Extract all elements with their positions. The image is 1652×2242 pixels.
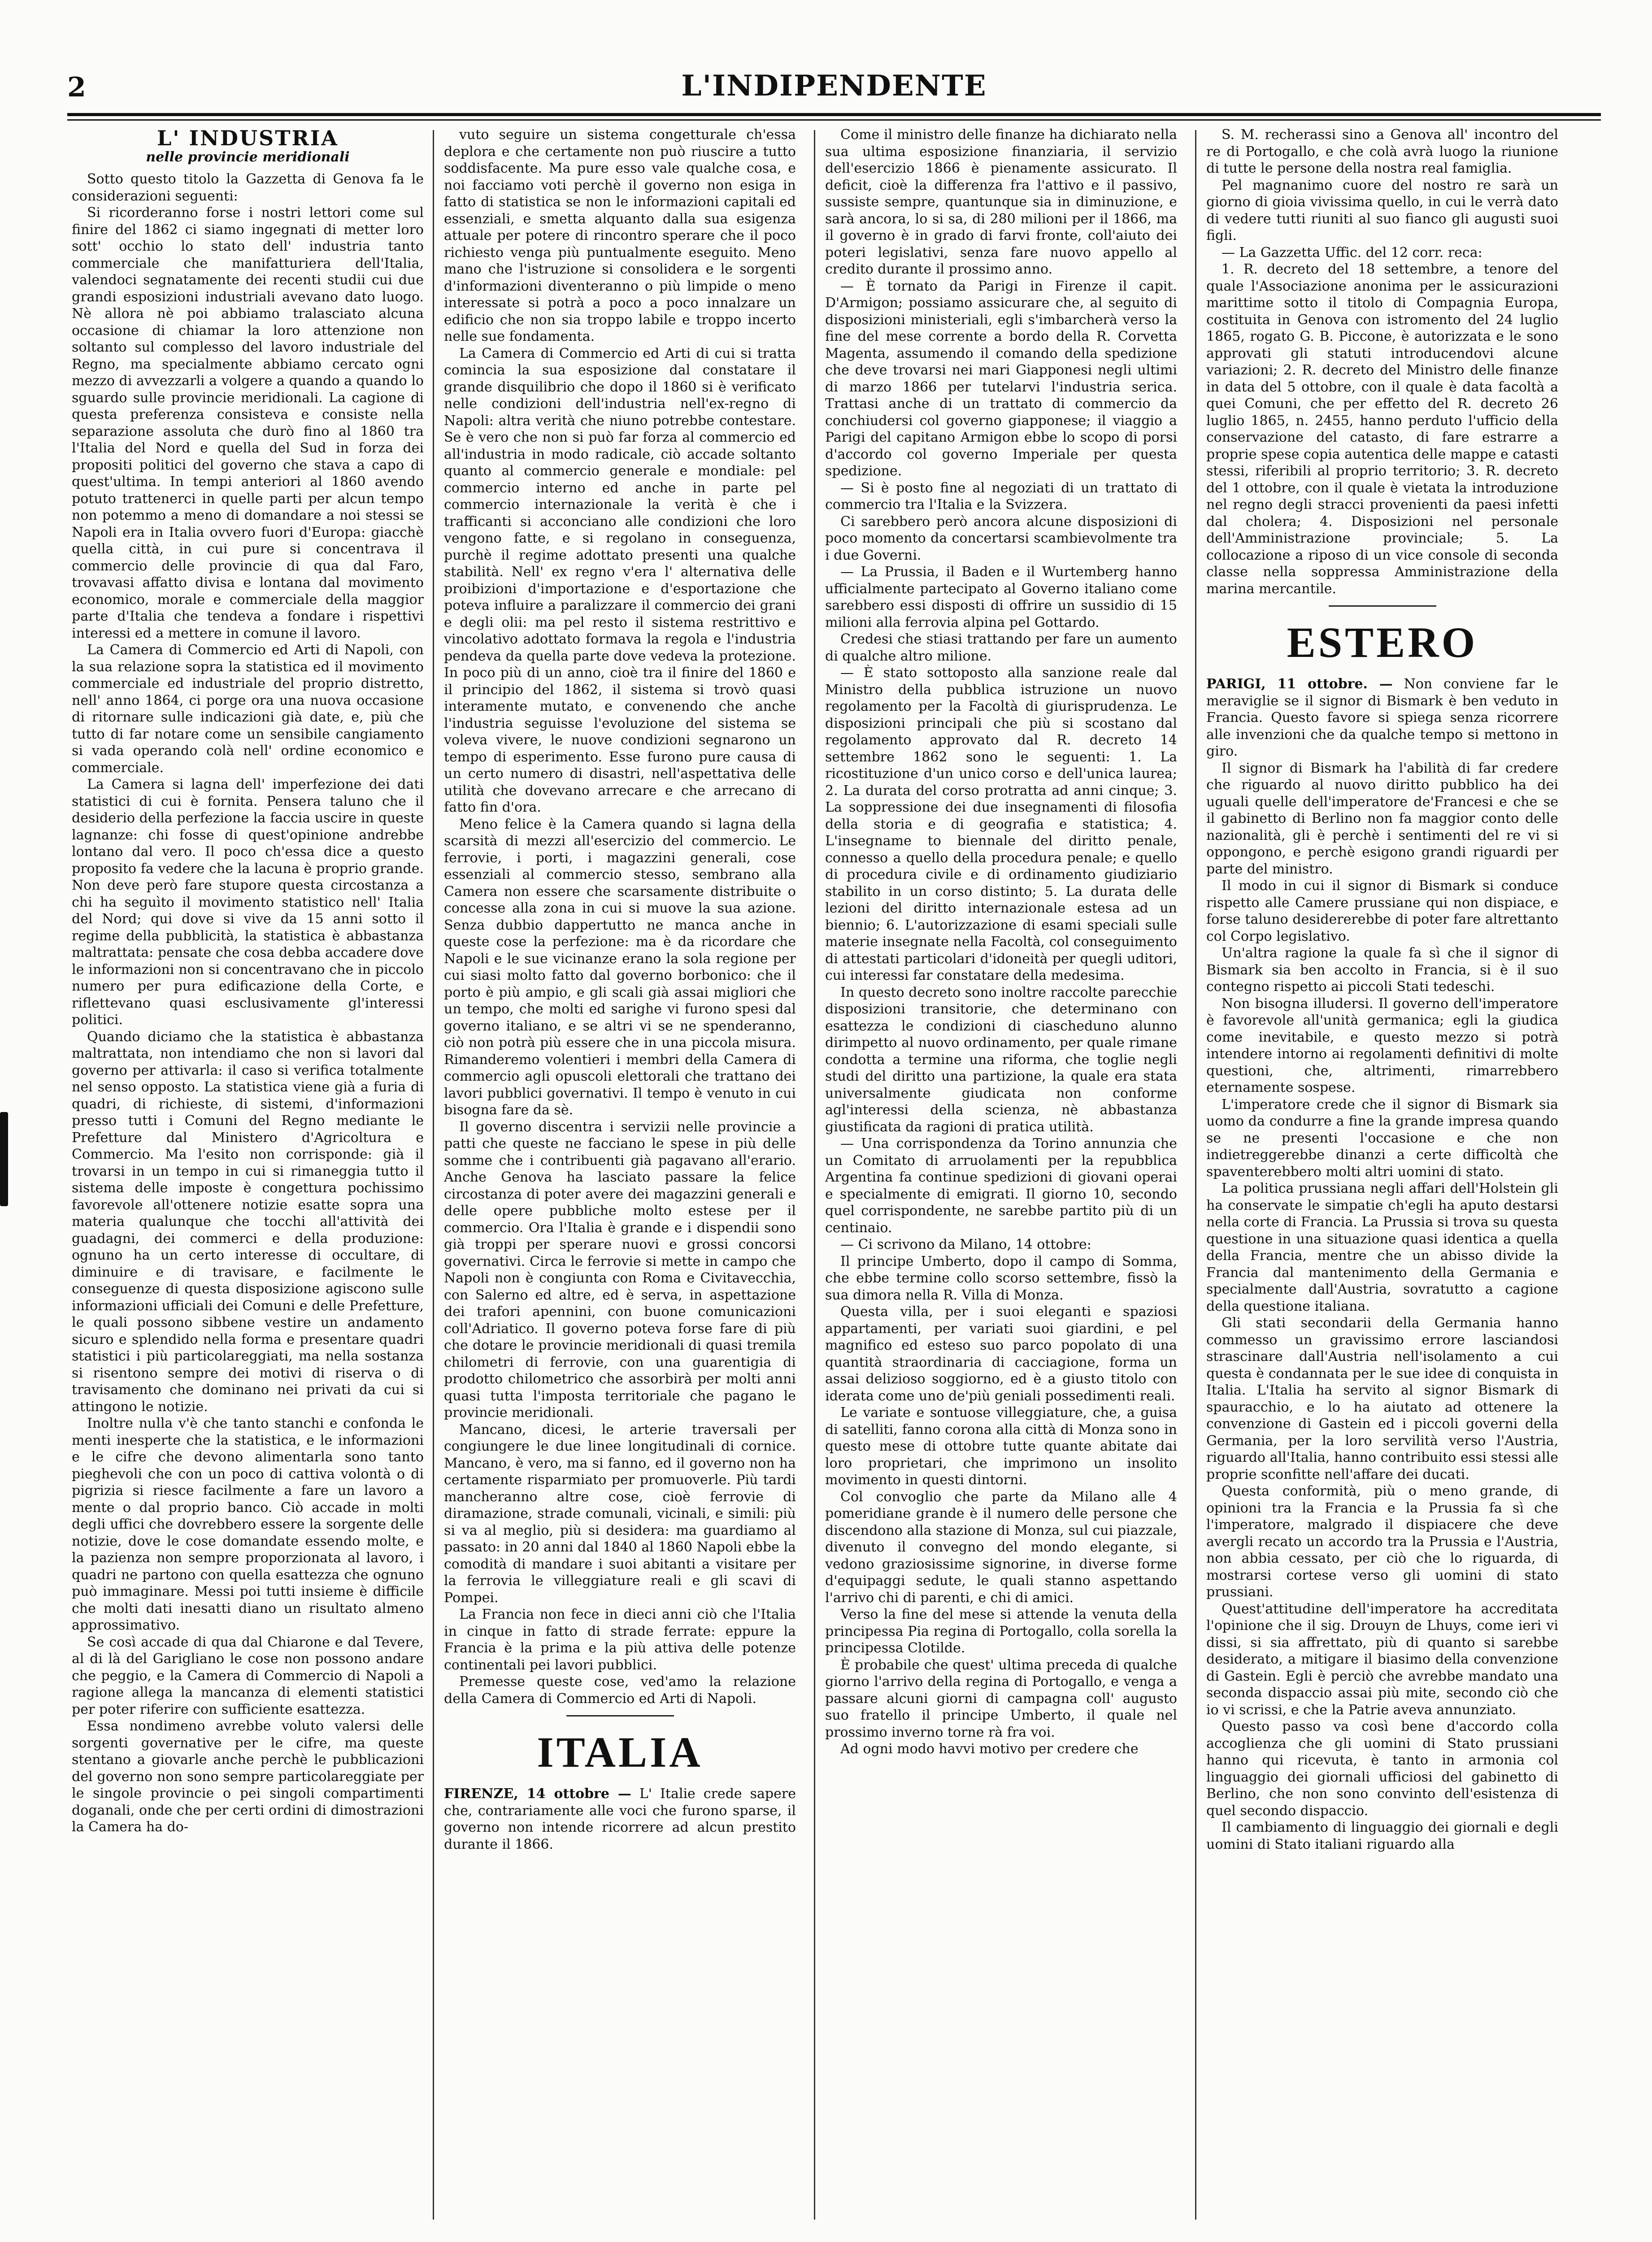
article-body-industria [72, 171, 424, 1836]
paragraph: — La Gazzetta Uffic. del 12 corr. reca: [1222, 244, 1482, 261]
paragraph: L'imperatore crede che il signor di Bismark sia uomo da condurre a fine la grande impresa quando se ne presenti l'occasione e che non indietreggerebbe dinanzi a certe difficoltà che spaventerebbero molti altri uomini di stato. [1206, 1096, 1558, 1180]
page-number: 2 [67, 72, 86, 103]
paragraph: Questa villa, per i suoi eleganti e spaziosi appartamenti, per variati suoi giardini, e pel magnifico ed esteso suo parco popolato di una quantità straordinaria di cacciagione, forma un assai delizioso soggiorno, ed è a giusto titolo con iderata come uno de'più geniali possedimenti reali. [825, 1304, 1177, 1404]
section-heading-estero: ESTERO [1287, 618, 1478, 666]
paragraph: Un'altra ragione la quale fa sì che il signor di Bismark sia ben accolto in Francia, si è il suo contegno rispetto ai piccoli Stati tedeschi. [1206, 945, 1558, 995]
paragraph: Meno felice è la Camera quando si lagna della scarsità di mezzi all'esercizio del commercio. Le ferrovie, i porti, i magazzini generali, cose essenziali al commercio stesso, sembrano alla Camera non essere che scarsamente distribuite o concesse alla zona in cui si muove la sua azione. Senza dubbio dappertutto ne manca anche in queste cose la perfezione: ma è da ricordare che Napoli e le sue vicinanze erano la sola regione per cui siasi molto fatto dal governo borbonico: che il porto è più ampio, e gli scali già assai migliori che un tempo, che molti ed sarighe vi furono spesi dal governo italiano, e se altri vi se ne spenderanno, ciò non potrà più essere che in una piccola misura. Rimanderemo volentieri i membri della Camera di commercio agli opuscoli elettorali che trattano dei lavori pubblici governativi. Il tempo è venuto in cui bisogna fare da sè. [444, 816, 796, 1118]
paragraph: Se così accade di qua dal Chiarone e dal Tevere, al di là del Garigliano le cose non possono andare che peggio, e la Camera di Commercio di Napoli a ragione allega la mancanza di elementi statistici per poter riferire con sufficiente esattezza. [72, 1634, 424, 1717]
paragraph: Le variate e sontuose villeggiature, che, a guisa di satelliti, fanno corona alla città di Monza sono in questo mese di ottobre tutte quante abitate dai loro proprietari, che imprimono un insolito movimento in questi dintorni. [825, 1405, 1177, 1488]
news-text: Non conviene far le meraviglie se il signor di Bismark è ben veduto in Francia. Questo favore si spiega senza ricorrere alle invenzioni che da qualche tempo si mettono in giro. [1206, 676, 1558, 759]
news-text: L' Italie crede sapere che, contrariamente alle voci che furono sparse, il governo non intende ricorrere ad alcun prestito durante il 1866. [444, 1786, 796, 1852]
article-body-industria-cont [444, 126, 796, 1707]
paragraph: Gli stati secondarii della Germania hanno commesso un gravissimo errore lasciandosi strascinare dall'Austria nell'isolamento a cui questa è condannata per le sue idee di conquista in Italia. L'Italia ha servito al signor Bismark di spauracchio, e lo ha aiutato ad ottenere la convenzione di Gastein ed i piccoli governi della Germania, per la loro servilità verso l'Austria, riguardo all'Italia, hanno contribuito essi stessi alle proprie sconfitte nell'affare dei ducati. [1206, 1315, 1558, 1482]
italia-news-body-cont [1206, 126, 1558, 597]
paragraph: Credesi che stiasi trattando per fare un aumento di qualche altro milione. [825, 631, 1177, 664]
paragraph: La Camera di Commercio ed Arti di cui si tratta comincia la sua esposizione dal constatare il grande disquilibrio che dopo il 1860 si è verificato nelle condizioni dell'industria nell'ex-regno di Napoli: altra verità che niuno potrebbe contestare. Se è vero che non si può far forza al commercio ed all'industria in modo radicale, ciò accade soltanto quanto al commercio generale e mondiale: pel commercio interno ed anche in parte pel commercio internazionale la verità è che i trafficanti si acconciano alle condizioni che loro vengono fatte, e si regolano in conseguenza, purchè il regime adottato presenti una qualche stabilità. Nell' ex regno v'era l' alternativa delle proibizioni d'importazione e d'esportazione che poteva influire a paralizzare il commercio dei grani e degli olii: ma pel resto il sistema restrittivo e vincolativo adottato formava la regola e l'industria pendeva da quella parte dove vedeva la protezione. In poco più di un anno, cioè tra il finire del 1860 e il principio del 1862, il sistema si trovò quasi interamente mutato, e convenendo che anche l'industria seguisse l'evoluzione del sistema se voleva vivere, le nuove condizioni segnarono un tempo di esperimento. Esse furono pure causa di un certo numero di disastri, nell'aspettativa delle utilità che dovevano arrecare e che arrecano di fatto fin d'ora. [444, 345, 796, 815]
paragraph: Pel magnanimo cuore del nostro re sarà un giorno di gioia vivissima quello, in cui le verrà dato di vedere tutti riuniti al suo fianco gli augusti suoi figli. [1206, 177, 1558, 243]
column-1 [72, 126, 424, 2225]
column-4 [1206, 126, 1558, 2225]
section-divider [566, 1715, 674, 1716]
paragraph: Premesse queste cose, ved'amo la relazione della Camera di Commercio ed Arti di Napoli. [444, 1674, 796, 1707]
article-title-industria: L' INDUSTRIA [157, 126, 339, 150]
paragraph: — Si è posto fine al negoziati di un trattato di commercio tra l'Italia e la Svizzera. [825, 480, 1177, 513]
paragraph: Col convoglio che parte da Milano alle 4 pomeridiane grande è il numero delle persone che discendono alla stazione di Monza, sul cui piazzale, divenuto il convegno del mondo elegante, si vedono graziosissime signorine, in diverse forme d'equipaggi sedute, le quali stanno aspettando l'arrivo chi di parenti, e chi di amici. [825, 1489, 1177, 1606]
column-2 [444, 126, 796, 2225]
italia-news-body [825, 126, 1177, 1758]
paragraph: — Una corrispondenza da Torino annunzia che un Comitato di arruolamenti per la repubblica Argentina fa continue spedizioni di giovani operai e specialmente di emigrati. Il giorno 10, secondo quel corrispondente, ne sarebbe partito più di un centinaio. [825, 1136, 1177, 1236]
paragraph: Questo passo va così bene d'accordo colla accoglienza che gli uomini di Stato prussiani hanno qui ricevuta, è tanto in armonia col linguaggio dei giornali ufficiosi del gabinetto di Berlino, che non sono convinto dell'esistenza di quel secondo dispaccio. [1206, 1719, 1558, 1819]
italia-news-item [444, 1786, 796, 1853]
paragraph: Il cambiamento di linguaggio dei giornali e degli uomini di Stato italiani riguardo alla [1206, 1820, 1558, 1852]
column-separator [814, 130, 815, 2220]
paragraph: 1. R. decreto del 18 settembre, a tenore del quale l'Associazione anonima per le assicurazioni marittime sotto il titolo di Compagnia Europa, costituita in Genova con istromento del 24 luglio 1865, rogato G. B. Piccone, è autorizzata e le sono approvati gli statuti introducendovi alcune variazioni; 2. R. decreto del Ministro delle finanze in data del 5 ottobre, con il quale è data facoltà a quei Comuni, che per effetto del R. decreto 26 luglio 1865, n. 2455, hanno perduto l'ufficio della conservazione del catasto, di fare estrarre a proprie spese copia autentica delle mappe e catasti stessi, riferibili al proprio territorio; 3. R. decreto del 1 ottobre, con il quale è vietata la introduzione nel regno degli stracci provenienti da paesi infetti dal cholera; 4. Disposizioni nel personale dell'Amministrazione provinciale; 5. La collocazione a riposo di un vice console di seconda classe nella soppressa Amministrazione della marina mercantile. [1206, 261, 1558, 597]
header-rule-thin [67, 119, 1601, 121]
article-subtitle: nelle provincie meridionali [146, 149, 350, 165]
paragraph: Quest'attitudine dell'imperatore ha accreditata l'opinione che il sig. Drouyn de Lhuys, come ieri vi dissi, si sia affrettato, più di quanto si sarebbe desiderato, a mitigare il biasimo della convenzione di Gastein. Egli è perciò che avrebbe mandato una seconda dispaccio assai più mite, secondo ciò che io vi scrissi, e che la Patrie aveva annunziato. [1206, 1601, 1558, 1718]
header-rule-thick [67, 113, 1601, 116]
paragraph: È probabile che quest' ultima preceda di qualche giorno l'arrivo della regina di Portogallo, e venga a passare alcuni giorni di campagna coll' augusto suo fratello il principe Umberto, il quale nel prossimo inverno torne rà fra voi. [825, 1657, 1177, 1740]
paragraph: Il signor di Bismark ha l'abilità di far credere che riguardo al nuovo diritto pubblico ha dei uguali quelle dell'imperatore de'Francesi e che se il gabinetto di Berlino non fa maggior conto delle nazionalità, gli è perchè i sentimenti del re vi si oppongono, e perchè esigono grandi riguardi per parte del ministro. [1206, 760, 1558, 877]
column-separator [1195, 130, 1196, 2220]
paragraph: Verso la fine del mese si attende la venuta della principessa Pia regina di Portogallo, colla sorella la principessa Clotilde. [825, 1607, 1177, 1656]
estero-article-body [1206, 760, 1558, 1853]
paragraph: — È stato sottoposto alla sanzione reale dal Ministro della pubblica istruzione un nuovo regolamento per la Facoltà di giurisprudenza. Le disposizioni principali che più si scostano dal regolamento approvato dal R. decreto 14 settembre 1862 sono le seguenti: 1. La ricostituzione d'un unico corso e dell'unica laurea; 2. La durata del corso protratta ad anni cinque; 3. La soppressione dei due insegnamenti di filosofia della storia e di geografia e statistica; 4. L'insegname to biennale del diritto penale, connesso a quello della procedura penale; e quello di procedura civile e di ordinamento giudiziario stabilito in un corso distinto; 5. La durata delle lezioni del diritto internazionale estesa ad un biennio; 6. L'autorizzazione di esami speciali sulle materie insegnate nella Facoltà, col conseguimento di attestati particolari d'idoneità per quegli uditori, cui interessi far constatare della medesima. [825, 665, 1177, 983]
paragraph: La politica prussiana negli affari dell'Holstein gli ha conservate le simpatie ch'egli ha aputo destarsi nella corte di Francia. La Prussia si trova su questa questione in una situazione quasi identica a quella della Francia, mentre che un abisso divide la Francia dal mantenimento della Germania e specialmente dall'Austria, sovratutto a cagione della questione italiana. [1206, 1181, 1558, 1314]
dateline: PARIGI, 11 ottobre. — [1206, 676, 1393, 692]
paragraph: Non bisogna illudersi. Il governo dell'imperatore è favorevole all'unità germanica; egli la giudica come inevitabile, e questo mezzo si potrà intendere intorno ai regolamenti definitivi di molte questioni, che, altrimenti, rimarrebbero eternamente sospese. [1206, 995, 1558, 1095]
paragraph: — È tornato da Parigi in Firenze il capit. D'Armigon; possiamo assicurare che, al seguito di disposizioni ministeriali, egli s'imbarcherà verso la fine del mese corrente a bordo della R. Corvetta Magenta, assumendo il comando della spedizione che deve trovarsi nei mari Giapponesi negli ultimi di marzo 1866 per tutelarvi l'industria serica. Trattasi anche di un trattato di commercio da conchiudersi col governo giapponese; il viaggio a Parigi del capitano Armigon ebbe lo scopo di porsi d'accordo col governo Imperiale per questa spedizione. [825, 278, 1177, 479]
paragraph: S. M. recherassi sino a Genova all' incontro del re di Portogallo, e che colà avrà luogo la riunione di tutte le persone della nostra real famiglia. [1206, 127, 1558, 176]
paragraph: Si ricorderanno forse i nostri lettori come sul finire del 1862 ci siamo ingegnati di metter loro sott' occhio lo stato dell' industria tanto commerciale che manifatturiera dell'Italia, valendoci segnatamente dei recenti studii cui due grandi esposizioni industriali avevano dato luogo. Nè allora nè poi abbiamo tralasciato alcuna occasione di chiamar la loro attenzione non soltanto sul complesso del lavoro industriale del Regno, ma specialmente abbiamo cercato ogni mezzo di avvezzarli a volgere a quando a quando lo sguardo sulle provincie meridionali. La cagione di questa preferenza consisteva e consiste nella separazione assoluta che durò fino al 1860 tra l'Italia del Nord e quella del Sud in forza dei propositi politici del governo che stava a capo di quest'ultima. In tempi anteriori al 1860 avendo potuto trattenerci in quelle parti per alcun tempo non potemmo a meno di domandare a noi stessi se Napoli era in Italia ovvero fuori d'Europa: giacchè quella città, in cui pure si concentrava il commercio delle provincie di qua dal Faro, trovavasi affatto divisa e lontana dal movimento economico, morale e commerciale della maggior parte d'Italia che tendeva a fondare i rispettivi interessi ed a mettere in comune il lavoro. [72, 205, 424, 641]
paragraph: — La Prussia, il Baden e il Wurtemberg hanno ufficialmente partecipato al Governo italiano come sarebbero essi disposti di offrire un sussidio di 15 milioni alla ferrovia alpina pel Gottardo. [825, 564, 1177, 630]
column-separator [433, 130, 434, 2220]
paragraph: La Camera di Commercio ed Arti di Napoli, con la sua relazione sopra la statistica ed il movimento commerciale ed industriale del proprio distretto, nell' anno 1864, ci porge ora una nuova occasione di ritornare sulle indicazioni già date, e, più che tutto di far notare come un sensibile cangiamento si vada operando colà nell' ordine economico e commerciale. [72, 642, 424, 776]
newspaper-title: L'INDIPENDENTE [681, 69, 987, 103]
paragraph: La Francia non fece in dieci anni ciò che l'Italia in cinque in fatto di strade ferrate: eppure la Francia è la prima e la più attiva delle potenze continentali pei lavori pubblici. [444, 1607, 796, 1673]
section-divider [1329, 605, 1436, 607]
paragraph: Inoltre nulla v'è che tanto stanchi e confonda le menti inesperte che la statistica, e le informazioni e le cifre che devono alimentarla sono tanto pieghevoli che con un poco di cattiva volontà o di pigrizia si riesce facilmente a fare un lavoro a mente o dal proprio banco. Ciò accade in molti degli uffici che dovrebbero essere la sorgente delle notizie, dove le cose domandate essendo molte, e la pazienza non sempre proporzionata al lavoro, i quadri ne partono con quella esattezza che ognuno può immaginare. Messi poi tutti insieme è difficile che molti dati inesatti diano un risultato almeno approssimativo. [72, 1416, 424, 1633]
paragraph: vuto seguire un sistema congetturale ch'essa deplora e che certamente non può riuscire a tutto soddisfacente. Ma pure esso vale qualche cosa, e noi facciamo voti perchè il governo non esiga in fatto di statistica se non le informazioni capitali ed essenziali, e smetta alquanto dalla sua esigenza attuale per potere di rincontro sperare che il poco richiesto venga più puntualmente eseguito. Meno mano che l'istruzione si consolidera e le sorgenti d'informazioni diventeranno o più limpide o meno interessate si potrà a poco a poco innalzare un edificio che non sia troppo labile e troppo incerto nelle sue fondamenta. [444, 127, 796, 344]
column-3 [825, 126, 1177, 2225]
paragraph: Essa nondimeno avrebbe voluto valersi delle sorgenti governative per le cifre, ma queste stentano a giovarle anche perchè le pubblicazioni del governo non sono sempre particolareggiate per le singole provincie o pei singoli compartimenti doganali, onde che per certi ordini di dimostrazioni la Camera ha do- [72, 1718, 424, 1835]
paragraph: In questo decreto sono inoltre raccolte parecchie disposizioni transitorie, che determinano con esattezza le condizioni di ciascheduno alunno dirimpetto al nuovo ordinamento, per quale rimane condotta a termine una riforma, che toglie negli studi del diritto una partizione, la quale era stata universalmente giudicata non conforme agl'interessi della scienza, nè abbastanza giustificata da ragioni di pratica utilità. [825, 984, 1177, 1135]
paragraph: Questa conformità, più o meno grande, di opinioni tra la Francia e la Prussia fa sì che l'imperatore, malgrado il dispiacere che deve avergli recato un accordo tra la Prussia e l'Austria, non abbia cessato, per ciò che lo riguarda, di mostrarsi cortese verso gli uomini di stato prussiani. [1206, 1483, 1558, 1600]
masthead [67, 67, 1601, 110]
paragraph: Il modo in cui il signor di Bismark si conduce rispetto alle Camere prussiane qui non dispiace, e forse taluno desidererebbe di poter fare altrettanto col Corpo legislativo. [1206, 878, 1558, 944]
paragraph: Come il ministro delle finanze ha dichiarato nella sua ultima esposizione finanziaria, il servizio dell'esercizio 1866 è pienamente assicurato. Il deficit, cioè la differenza fra l'attivo e il passivo, sussiste sempre, quantunque sia in diminuzione, e sarà ancora, lo si sa, di 280 milioni per il 1866, ma il governo è in grado di farvi fronte, coll'aiuto dei poteri legislativi, senza fare nuovo appello al credito durante il prossimo anno. [825, 127, 1177, 277]
paragraph: Mancano, dicesi, le arterie traversali per congiungere le due linee longitudinali di cornice. Mancano, è vero, ma si fanno, ed il governo non ha certamente risparmiato per promuoverle. Più tardi mancheranno altre cose, cioè ferrovie di diramazione, strade comunali, vicinali, e simili: più si va al meglio, più si desidera: ma guardiamo al passato: in 20 anni dal 1840 al 1860 Napoli ebbe la comodità di mandare i suoi abitanti a visitare per la ferrovia le villeggiature reali e gli scavi di Pompei. [444, 1421, 796, 1606]
paragraph: Ci sarebbero però ancora alcune disposizioni di poco momento da concertarsi scambievolmente tra i due Governi. [825, 513, 1177, 563]
paragraph: Ad ogni modo havvi motivo per credere che [840, 1741, 1139, 1757]
paragraph: Il governo discentra i servizii nelle provincie a patti che queste ne facciano le spese in più delle somme che i contribuenti già pagavano all'erario. Anche Genova ha lasciato passare la felice circostanza di poter avere dei magazzini generali e delle opere pubbliche molto estese per il commercio. Ora l'Italia è grande e i dispendii sono già troppi per sperare nuovi e grossi concorsi governativi. Circa le ferrovie si mette in campo che Napoli non è congiunta con Roma e Civitavecchia, con Salerno ed altre, ed è serva, in aspettazione dei trafori apennini, con buone comunicazioni coll'Adriatico. Il governo poteva forse fare di più che dotare le provincie meridionali di quasi tremila chilometri di ferrovie, con una guarentigia di prodotto chilometrico che assorbirà per molti anni quasi tutta l'imposta territoriale che pagano le provincie meridionali. [444, 1119, 796, 1421]
paragraph: Il principe Umberto, dopo il campo di Somma, che ebbe termine collo scorso settembre, fissò la sua dimora nella R. Villa di Monza. [825, 1253, 1177, 1303]
paragraph: — Ci scrivono da Milano, 14 ottobre: [840, 1237, 1091, 1252]
paragraph: Sotto questo titolo la Gazzetta di Genova fa le considerazioni seguenti: [72, 171, 424, 204]
scan-margin-mark [0, 1112, 8, 1206]
estero-lead-paragraph [1206, 676, 1558, 760]
paragraph: La Camera si lagna dell' imperfezione dei dati statistici di cui è fornita. Pensera taluno che il desiderio della perfezione la faccia uscire in queste lagnanze: chi fosse di quest'opinione andrebbe lontano dal vero. Il poco ch'essa dice a questo proposito fa vedere che la lacuna è proprio grande. Non deve però fare stupore questa circostanza a chi ha seguìto il movimento statistico nell' Italia del Nord; qui dove si vive da 15 anni sotto il regime della pubblicità, la statistica è abbastanza maltrattata: pensate che cosa debba accadere dove le informazioni non si concentravano che in piccolo numero per pura edificazione della Corte, e riflettevano quasi esclusivamente gl'interessi politici. [72, 777, 424, 1028]
paragraph: Quando diciamo che la statistica è abbastanza maltrattata, non intendiamo che non si lavori dal governo per attivarla: il caso si verifica totalmente nel senso opposto. La statistica viene già a furia di quadri, di richieste, di sistemi, d'informazioni presso tutti i Comuni del Regno mediante le Prefetture dal Ministero d'Agricoltura e Commercio. Ma l'esito non corrisponde: già il trovarsi in un tempo in cui si rimaneggia tutto il sistema delle imposte è congettura pochissimo favorevole all'ottenere notizie esatte sopra una materia qualunque che tocchi all'attività dei guadagni, dei commerci e della produzione: ognuno ha un certo interesse di occultare, di diminuire e di travisare, e facilmente le conseguenze di questa disposizione agiscono sulle informazioni ufficiali dei Comuni e delle Prefetture, le quali possono sibbene vestire un andamento sicuro e splendido nella forma e presentare quadri statistici i più particolareggiati, ma nella sostanza si risentono sempre dei motivi di riserva o di travisamento che dominano nei privati da cui si attingono le notizie. [72, 1029, 424, 1415]
dateline: FIRENZE, 14 ottobre — [444, 1786, 631, 1802]
section-heading-italia: ITALIA [537, 1728, 703, 1776]
